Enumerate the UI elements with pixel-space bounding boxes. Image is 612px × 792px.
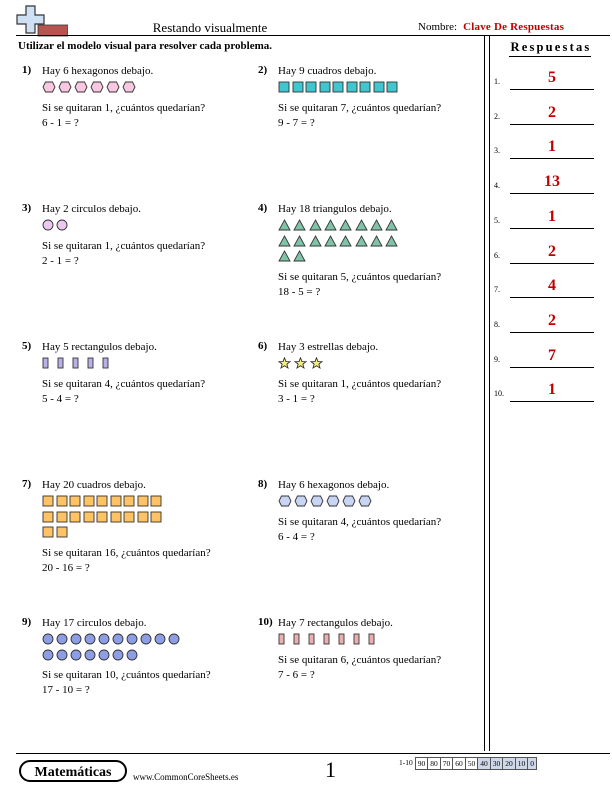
rect-icon xyxy=(87,357,94,369)
circle-icon xyxy=(140,633,152,645)
square-icon xyxy=(359,81,371,93)
square-icon xyxy=(137,495,149,507)
triangle-icon xyxy=(339,235,352,247)
circle-icon xyxy=(56,649,68,661)
star-icon xyxy=(278,357,291,369)
answer-number: 6. xyxy=(494,250,500,260)
problem-equation: 7 - 6 = ? xyxy=(278,668,315,681)
divider-right xyxy=(489,36,490,751)
circle-icon xyxy=(168,633,180,645)
problem-number: 10) xyxy=(258,616,273,628)
problem-statement: Hay 6 hexagonos debajo. xyxy=(42,65,154,77)
triangle-icon xyxy=(278,250,291,262)
instructions: Utilizar el modelo visual para resolver cada problema. xyxy=(18,40,272,52)
answer-line xyxy=(510,193,594,194)
triangle-icon xyxy=(370,219,383,231)
hexagon-icon xyxy=(326,495,340,507)
problem-question: Si se quitaran 10, ¿cuántos quedarían? xyxy=(42,669,211,681)
answer-number: 3. xyxy=(494,146,500,156)
square-icon xyxy=(56,511,68,523)
triangle-icon xyxy=(293,219,306,231)
score-cell: 20 xyxy=(502,757,516,770)
circle-icon xyxy=(70,633,82,645)
score-cell: 40 xyxy=(477,757,491,770)
problem-statement: Hay 7 rectangulos debajo. xyxy=(278,617,393,629)
problem-number: 4) xyxy=(258,202,268,214)
triangle-icon xyxy=(355,235,368,247)
answer-number: 10. xyxy=(494,389,504,399)
score-cell: 0 xyxy=(527,757,537,770)
problem-statement: Hay 2 circulos debajo. xyxy=(42,203,141,215)
hexagon-icon xyxy=(74,81,88,93)
answer-line xyxy=(510,401,594,402)
triangle-icon xyxy=(355,219,368,231)
problem-question: Si se quitaran 4, ¿cuántos quedarían? xyxy=(42,377,206,390)
page-title: Restando visualmente xyxy=(152,20,268,35)
rect-icon xyxy=(72,357,79,369)
page-number: 1 xyxy=(325,757,336,782)
problem-question: Si se quitaran 1, ¿cuántos quedarían? xyxy=(278,377,442,390)
problem-question: Si se quitaran 5, ¿cuántos quedarían? xyxy=(278,270,442,283)
score-cell: 80 xyxy=(427,757,441,770)
problem-question: Si se quitaran 7, ¿cuántos quedarían? xyxy=(278,101,442,114)
square-icon xyxy=(42,495,54,507)
hexagon-icon xyxy=(90,81,104,93)
problem-equation: 6 - 4 = ? xyxy=(278,530,315,543)
problem-equation: 20 - 16 = ? xyxy=(42,561,90,574)
square-icon xyxy=(123,511,135,523)
circle-icon xyxy=(84,633,96,645)
answers-heading-underline xyxy=(509,56,591,57)
problem-question: Si se quitaran 6, ¿cuántos quedarían? xyxy=(278,653,442,666)
answer-number: 9. xyxy=(494,354,500,364)
triangle-icon xyxy=(293,235,306,247)
problem-equation: 6 - 1 = ? xyxy=(42,116,79,129)
answer-line xyxy=(510,89,594,90)
hexagon-icon xyxy=(294,495,308,507)
score-table xyxy=(398,757,537,770)
problem-equation: 3 - 1 = ? xyxy=(278,392,315,405)
problem-number: 2) xyxy=(258,64,268,76)
answer-value: 1 xyxy=(548,381,556,399)
problem-question: Si se quitaran 1, ¿cuántos quedarían? xyxy=(42,239,206,252)
answer-value: 2 xyxy=(548,242,556,260)
triangle-icon xyxy=(370,235,383,247)
square-icon xyxy=(69,511,81,523)
problem-equation: 2 - 1 = ? xyxy=(42,254,79,267)
circle-icon xyxy=(56,219,68,231)
circle-icon xyxy=(98,633,110,645)
problem-equation: 18 - 5 = ? xyxy=(278,285,321,298)
square-icon xyxy=(110,511,122,523)
triangle-icon xyxy=(385,235,398,247)
square-icon xyxy=(42,511,54,523)
problem-question: Si se quitaran 4, ¿cuántos quedarían? xyxy=(278,515,442,528)
triangle-icon xyxy=(309,235,322,247)
square-icon xyxy=(56,495,68,507)
rect-icon xyxy=(353,633,360,645)
answer-number: 7. xyxy=(494,285,500,295)
answer-line xyxy=(510,367,594,368)
answer-line xyxy=(510,228,594,229)
square-icon xyxy=(386,81,398,93)
answer-number: 5. xyxy=(494,215,500,225)
answer-value: 13 xyxy=(544,173,560,191)
triangle-icon xyxy=(324,219,337,231)
rect-icon xyxy=(293,633,300,645)
hexagon-icon xyxy=(310,495,324,507)
score-cell: 60 xyxy=(452,757,466,770)
name-label: Nombre: xyxy=(418,21,458,33)
answer-value: 7 xyxy=(548,346,556,364)
square-icon xyxy=(319,81,331,93)
score-cell: 90 xyxy=(415,757,429,770)
problem-statement: Hay 6 hexagonos debajo. xyxy=(278,479,390,491)
problem-number: 1) xyxy=(22,64,32,76)
triangle-icon xyxy=(278,235,291,247)
circle-icon xyxy=(126,633,138,645)
problem-statement: Hay 3 estrellas debajo. xyxy=(278,341,379,353)
answer-line xyxy=(510,158,594,159)
name-value: Clave De Respuestas xyxy=(463,21,565,33)
footer-rule xyxy=(16,753,610,754)
score-label: 1-10 xyxy=(399,758,413,767)
triangle-icon xyxy=(324,235,337,247)
answer-value: 1 xyxy=(548,207,556,225)
triangle-icon xyxy=(278,219,291,231)
hexagon-icon xyxy=(358,495,372,507)
answer-value: 2 xyxy=(548,311,556,329)
rect-icon xyxy=(338,633,345,645)
answer-number: 8. xyxy=(494,319,500,329)
answer-line xyxy=(510,332,594,333)
divider-left xyxy=(484,36,485,751)
answer-value: 4 xyxy=(548,277,556,295)
rect-icon xyxy=(368,633,375,645)
star-icon xyxy=(310,357,323,369)
footer-site: www.CommonCoreSheets.es xyxy=(133,772,239,782)
problem-number: 7) xyxy=(22,478,32,490)
header-rule xyxy=(16,35,610,36)
problem-equation: 17 - 10 = ? xyxy=(42,684,90,696)
square-icon xyxy=(42,526,54,538)
circle-icon xyxy=(126,649,138,661)
circle-icon xyxy=(70,649,82,661)
square-icon xyxy=(332,81,344,93)
square-icon xyxy=(83,511,95,523)
triangle-icon xyxy=(339,219,352,231)
square-icon xyxy=(96,511,108,523)
score-cell: 50 xyxy=(465,757,479,770)
circle-icon xyxy=(42,219,54,231)
rect-icon xyxy=(42,357,49,369)
square-icon xyxy=(83,495,95,507)
hexagon-icon xyxy=(58,81,72,93)
answer-line xyxy=(510,297,594,298)
answers-heading: Respuestas xyxy=(510,40,592,54)
hexagon-icon xyxy=(42,81,56,93)
problem-number: 6) xyxy=(258,340,268,352)
score-cell: 10 xyxy=(515,757,529,770)
circle-icon xyxy=(42,649,54,661)
square-icon xyxy=(123,495,135,507)
rect-icon xyxy=(102,357,109,369)
hexagon-icon xyxy=(278,495,292,507)
problem-number: 3) xyxy=(22,202,32,214)
problem-statement: Hay 18 triangulos debajo. xyxy=(278,203,392,215)
circle-icon xyxy=(98,649,110,661)
square-icon xyxy=(69,495,81,507)
square-icon xyxy=(305,81,317,93)
score-cell: 30 xyxy=(490,757,504,770)
answer-number: 2. xyxy=(494,111,500,121)
square-icon xyxy=(150,495,162,507)
circle-icon xyxy=(84,649,96,661)
answer-value: 2 xyxy=(548,103,556,121)
circle-icon xyxy=(154,633,166,645)
circle-icon xyxy=(112,633,124,645)
answer-number: 1. xyxy=(494,77,500,86)
problem-statement: Hay 5 rectangulos debajo. xyxy=(42,341,157,353)
circle-icon xyxy=(56,633,68,645)
square-icon xyxy=(150,511,162,523)
square-icon xyxy=(137,511,149,523)
score-cell: 70 xyxy=(440,757,454,770)
answer-value: 1 xyxy=(548,138,556,156)
footer-logo: Matemáticas xyxy=(19,760,127,782)
square-icon xyxy=(278,81,290,93)
problem-number: 8) xyxy=(258,478,268,490)
triangle-icon xyxy=(309,219,322,231)
problem-statement: Hay 17 circulos debajo. xyxy=(42,617,147,629)
circle-icon xyxy=(112,649,124,661)
triangle-icon xyxy=(293,250,306,262)
problem-equation: 5 - 4 = ? xyxy=(42,392,79,405)
square-icon xyxy=(292,81,304,93)
triangle-icon xyxy=(385,219,398,231)
problem-equation: 9 - 7 = ? xyxy=(278,116,315,129)
square-icon xyxy=(346,81,358,93)
answer-line xyxy=(510,263,594,264)
rect-icon xyxy=(57,357,64,369)
circle-icon xyxy=(42,633,54,645)
problem-question: Si se quitaran 1, ¿cuántos quedarían? xyxy=(42,101,206,114)
square-icon xyxy=(110,495,122,507)
answer-number: 4. xyxy=(494,181,500,191)
hexagon-icon xyxy=(342,495,356,507)
answer-line xyxy=(510,124,594,125)
problem-number: 9) xyxy=(22,616,32,628)
square-icon xyxy=(96,495,108,507)
rect-icon xyxy=(323,633,330,645)
square-icon xyxy=(56,526,68,538)
hexagon-icon xyxy=(122,81,136,93)
problem-statement: Hay 9 cuadros debajo. xyxy=(278,65,377,77)
answer-value: 5 xyxy=(548,69,556,86)
star-icon xyxy=(294,357,307,369)
rect-icon xyxy=(278,633,285,645)
hexagon-icon xyxy=(106,81,120,93)
square-icon xyxy=(373,81,385,93)
name-field xyxy=(418,21,564,33)
problem-statement: Hay 20 cuadros debajo. xyxy=(42,479,146,491)
problem-number: 5) xyxy=(22,340,32,352)
rect-icon xyxy=(308,633,315,645)
problem-question: Si se quitaran 16, ¿cuántos quedarían? xyxy=(42,546,211,559)
